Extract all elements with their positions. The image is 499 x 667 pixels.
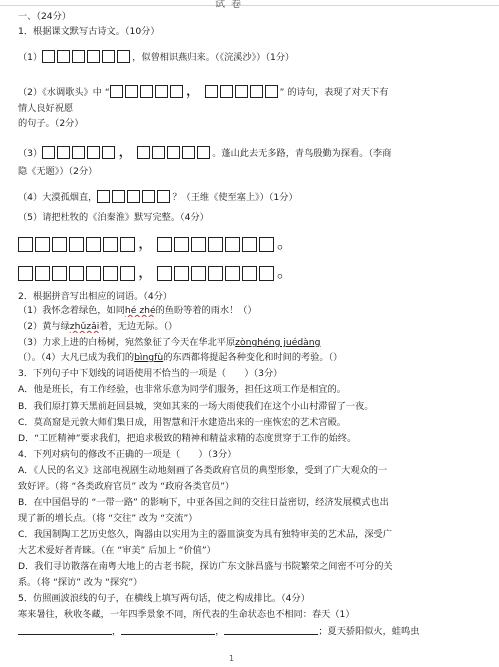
answer-box[interactable] bbox=[225, 266, 240, 281]
q2-line2: （2）黄与绿zhǔzǎi着，无边无际。（） bbox=[18, 321, 178, 332]
answer-box[interactable] bbox=[259, 266, 274, 281]
q1-item5: （5）请把杜牧的《泊秦淮》默写完整。（4分） bbox=[18, 212, 209, 223]
top-rule bbox=[0, 0, 499, 6]
q4-option-d-1: D．我们寻访散落在南粤大地上的古老书院，探访广东文脉昌盛与书院繁荣之间密不可分的关 bbox=[18, 561, 393, 572]
q3-option-a: A．他是班长，有工作经验，也非常乐意为同学们服务，担任这项工作是相宜的。 bbox=[18, 384, 346, 395]
answer-box[interactable] bbox=[42, 146, 55, 159]
answer-box[interactable] bbox=[42, 50, 55, 63]
answer-box[interactable] bbox=[69, 266, 84, 281]
q1-item1: （1） ，似曾相识燕归来。（《浣溪沙》）（1分） bbox=[18, 52, 295, 63]
answer-box[interactable] bbox=[110, 85, 123, 98]
answer-box[interactable] bbox=[191, 237, 206, 252]
answer-box[interactable] bbox=[259, 237, 274, 252]
answer-box[interactable] bbox=[140, 85, 153, 98]
answer-box[interactable] bbox=[35, 237, 50, 252]
answer-box[interactable] bbox=[127, 190, 140, 203]
answer-box[interactable] bbox=[102, 50, 115, 63]
q5-line1: 寒来暑往，秋收冬藏，一年四季景象不同，所代表的生命状态也不相同：春天（1） bbox=[18, 609, 355, 620]
answer-box[interactable] bbox=[265, 85, 278, 98]
answer-box[interactable] bbox=[220, 85, 233, 98]
answer-box[interactable] bbox=[125, 85, 138, 98]
answer-box[interactable] bbox=[191, 266, 206, 281]
answer-box[interactable] bbox=[87, 50, 100, 63]
q1-item2-cont1: 情人良好祝愿 bbox=[18, 103, 74, 114]
q2-title: 2．根据拼音写出相应的词语。（4分） bbox=[18, 291, 173, 302]
q2-line3: （3）力求上进的白杨树，宛然象征了今天在华北平原zònghéng juédàng bbox=[18, 337, 321, 348]
q5-title: 5．仿照画波浪线的句子，在横线上填写两句话，使之构成排比。（4分） bbox=[18, 593, 310, 604]
answer-box[interactable] bbox=[235, 85, 248, 98]
answer-box[interactable] bbox=[174, 237, 189, 252]
page-number: 1 bbox=[229, 654, 235, 663]
answer-box[interactable] bbox=[250, 85, 263, 98]
q1-item2: （2）《水调歌头》中 “ ， ” 的诗句，表现了对天下有 bbox=[18, 82, 389, 99]
answer-box[interactable] bbox=[205, 85, 218, 98]
answer-box[interactable] bbox=[35, 266, 50, 281]
q1-title: 1．根据课文默写古诗文。（10分） bbox=[18, 26, 160, 37]
answer-box[interactable] bbox=[103, 237, 118, 252]
q1-answer-row-2: ， 。 bbox=[18, 263, 482, 284]
answer-box[interactable] bbox=[72, 50, 85, 63]
answer-box[interactable] bbox=[86, 266, 101, 281]
answer-box[interactable] bbox=[18, 266, 33, 281]
answer-box[interactable] bbox=[225, 237, 240, 252]
q4-option-b-2: 现了新的增长点。（将 “交往” 改为 “交流”） bbox=[18, 513, 198, 524]
q2-line1: （1）我怀念着绿色，如同hé zhé的鱼盼等着的雨水！（） bbox=[18, 305, 257, 316]
fill-blank[interactable] bbox=[121, 625, 215, 635]
q2-line4: （）。（4）大凡已成为我们的bìngfù的东西都将提起各种变化和时间的考验。（） bbox=[18, 352, 343, 363]
q1-item4: （4）大漠孤烟直， ？（王维《使至塞上》）（1分） bbox=[18, 192, 298, 203]
q4-option-b-1: B．在中国倡导的 “一带一路” 的影响下，中亚各国之间的交往日益密切，经济发展模式也出 bbox=[18, 497, 389, 508]
answer-box[interactable] bbox=[142, 190, 155, 203]
answer-box[interactable] bbox=[197, 146, 210, 159]
answer-box[interactable] bbox=[152, 146, 165, 159]
q1-item2-cont2: 的句子。（2分） bbox=[18, 118, 84, 129]
answer-box[interactable] bbox=[242, 266, 257, 281]
answer-box[interactable] bbox=[155, 85, 168, 98]
answer-box[interactable] bbox=[52, 266, 67, 281]
answer-box[interactable] bbox=[120, 266, 135, 281]
header-fragment: 试卷 bbox=[215, 0, 247, 10]
answer-box[interactable] bbox=[137, 146, 150, 159]
q3-option-d: D．“工匠精神”要求我们，把追求极致的精神和精益求精的态度贯穿于工作的始终。 bbox=[18, 433, 357, 444]
q1-item3: （3） ， 。蓬山此去无多路，青鸟殷勤为探看。（李商 bbox=[18, 143, 392, 160]
answer-box[interactable] bbox=[208, 266, 223, 281]
fill-blank[interactable] bbox=[18, 625, 112, 635]
answer-box[interactable] bbox=[120, 237, 135, 252]
answer-box[interactable] bbox=[242, 237, 257, 252]
q1-answer-row-1: ， 。 bbox=[18, 234, 482, 255]
answer-box[interactable] bbox=[102, 146, 115, 159]
q4-option-a-2: 致好评。（将 “各类政府官员” 改为 “政府各类官员”） bbox=[18, 481, 235, 492]
fill-blank[interactable] bbox=[224, 625, 318, 635]
answer-box[interactable] bbox=[167, 146, 180, 159]
answer-box[interactable] bbox=[157, 237, 172, 252]
answer-box[interactable] bbox=[69, 237, 84, 252]
q3-option-c: C．莫高窟是元敦大师们集日成，用智慧和汗水建造出来的一座恢宏的艺术宫殿。 bbox=[18, 417, 346, 428]
answer-box[interactable] bbox=[112, 190, 125, 203]
q4-option-c-1: C．我国制陶工艺历史悠久，陶器由以实用为主的器皿演变为具有独特审美的艺术品，深受广 bbox=[18, 529, 392, 540]
answer-box[interactable] bbox=[182, 146, 195, 159]
answer-box[interactable] bbox=[57, 146, 70, 159]
answer-box[interactable] bbox=[52, 237, 67, 252]
answer-box[interactable] bbox=[157, 190, 170, 203]
answer-box[interactable] bbox=[157, 266, 172, 281]
q4-option-c-2: 大艺术爱好者青睐。（在 “审美” 后加上 “价值”） bbox=[18, 545, 216, 556]
answer-box[interactable] bbox=[170, 85, 183, 98]
section-heading: 一、（24分） bbox=[18, 11, 72, 22]
answer-box[interactable] bbox=[117, 50, 130, 63]
q3-title: 3．下列句子中下划线的词语使用不恰当的一项是（ ）（3分） bbox=[18, 368, 283, 379]
q4-option-d-2: 系。（将 “探访” 改为 “探究”） bbox=[18, 577, 143, 588]
answer-box[interactable] bbox=[97, 190, 110, 203]
q4-title: 4．下列对病句的修改不正确的一项是（ ）（3分） bbox=[18, 449, 237, 460]
q1-item3-cont: 隐《无题》）（2分） bbox=[18, 166, 98, 177]
answer-box[interactable] bbox=[174, 266, 189, 281]
answer-box[interactable] bbox=[208, 237, 223, 252]
q3-option-b: B．我们原打算天黑前赶回县城，突如其来的一场大雨使我们在这个小山村滞留了一夜。 bbox=[18, 401, 374, 412]
q5-line2: ， ， ；夏天骄阳似火，蛙鸣虫 bbox=[18, 625, 482, 638]
q4-option-a-1: A．《人民的名义》这部电视剧生动地刻画了各类政府官员的典型形象，受到了广大观众的一 bbox=[18, 465, 388, 476]
answer-box[interactable] bbox=[87, 146, 100, 159]
answer-box[interactable] bbox=[72, 146, 85, 159]
answer-box[interactable] bbox=[86, 237, 101, 252]
answer-box[interactable] bbox=[103, 266, 118, 281]
answer-box[interactable] bbox=[18, 237, 33, 252]
answer-box[interactable] bbox=[57, 50, 70, 63]
